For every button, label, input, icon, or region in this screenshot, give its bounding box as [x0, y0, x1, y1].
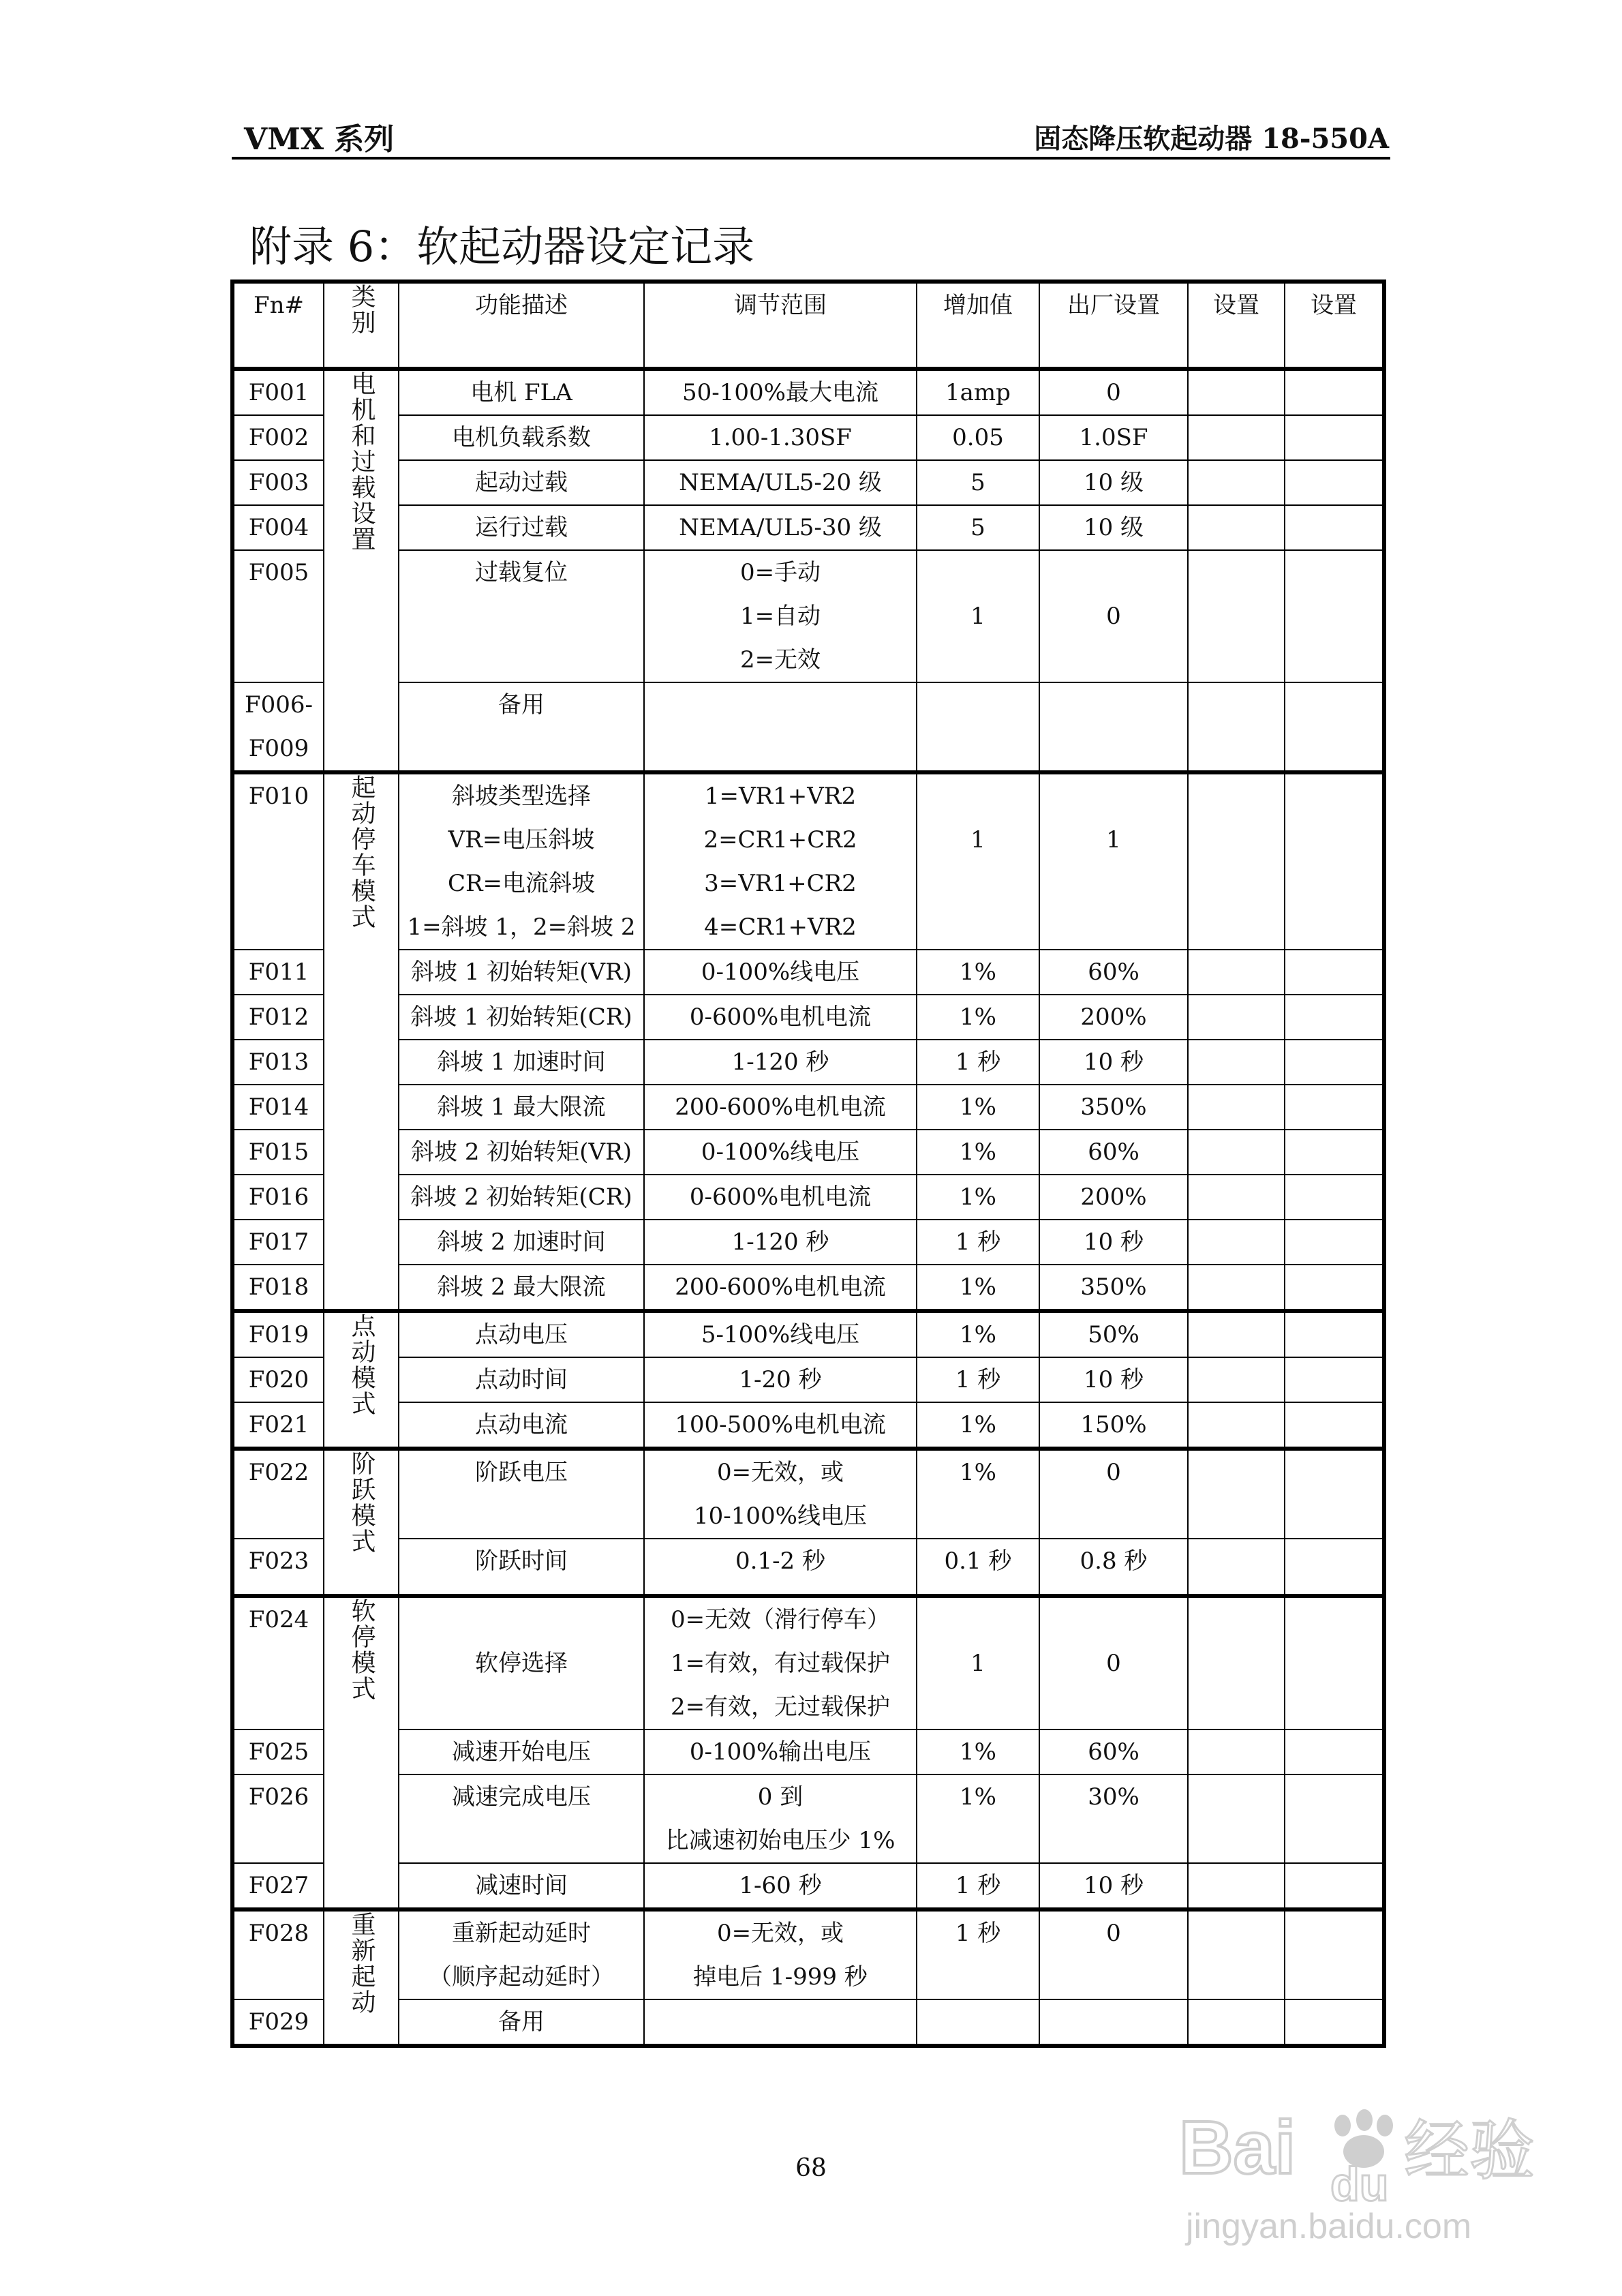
fn-cell: F013: [232, 1040, 324, 1085]
range-cell: 0-600%电机电流: [644, 995, 917, 1040]
desc-cell: 阶跃电压: [399, 1449, 644, 1539]
watermark-brand-du: du: [1330, 2158, 1389, 2211]
default-cell: 0: [1039, 550, 1188, 682]
setting-cell[interactable]: [1188, 1357, 1285, 1402]
increment-cell: [917, 682, 1039, 772]
default-cell: 0: [1039, 1449, 1188, 1539]
category-restart: 重新起动: [324, 1909, 399, 2046]
increment-cell: 1 秒: [917, 1357, 1039, 1402]
fn-cell: F022: [232, 1449, 324, 1539]
table-row: [232, 1085, 1384, 1130]
setting-cell[interactable]: [1285, 950, 1384, 995]
table-row: [232, 950, 1384, 995]
setting-cell[interactable]: [1188, 1774, 1285, 1863]
setting-cell[interactable]: [1285, 1311, 1384, 1357]
fn-cell: F024: [232, 1596, 324, 1729]
desc-cell: 点动电流: [399, 1402, 644, 1449]
range-cell: 200-600%电机电流: [644, 1265, 917, 1311]
page-number: 68: [795, 2154, 827, 2182]
setting-cell[interactable]: [1188, 1539, 1285, 1596]
increment-cell: 5: [917, 505, 1039, 550]
setting-cell[interactable]: [1188, 1999, 1285, 2046]
desc-cell: 减速开始电压: [399, 1729, 644, 1774]
setting-cell[interactable]: [1285, 1265, 1384, 1311]
setting-cell[interactable]: [1188, 505, 1285, 550]
fn-cell: F018: [232, 1265, 324, 1311]
table-row: [232, 505, 1384, 550]
fn-cell: F003: [232, 460, 324, 505]
table-header-row: [232, 282, 1384, 369]
desc-cell: 点动电压: [399, 1311, 644, 1357]
setting-cell[interactable]: [1188, 1085, 1285, 1130]
increment-cell: 1%: [917, 1402, 1039, 1449]
fn-cell: F027: [232, 1863, 324, 1909]
increment-cell: 1 秒: [917, 1863, 1039, 1909]
table-row: [232, 1040, 1384, 1085]
setting-cell[interactable]: [1188, 460, 1285, 505]
setting-cell[interactable]: [1188, 1596, 1285, 1729]
fn-cell: F010: [232, 772, 324, 950]
setting-cell[interactable]: [1188, 1040, 1285, 1085]
default-cell: 60%: [1039, 1729, 1188, 1774]
table-row: [232, 682, 1384, 772]
setting-cell[interactable]: [1285, 1774, 1384, 1863]
table-row: [232, 1729, 1384, 1774]
range-cell: 0.1-2 秒: [644, 1539, 917, 1596]
default-cell: 10 级: [1039, 505, 1188, 550]
col-fn: Fn#: [232, 282, 324, 369]
range-cell: 0-100%线电压: [644, 950, 917, 995]
header-product: 固态降压软起动器 18-550A: [1034, 123, 1389, 155]
setting-cell[interactable]: [1188, 772, 1285, 950]
baidu-watermark: [1172, 2091, 1554, 2255]
increment-cell: 1: [917, 550, 1039, 682]
setting-cell[interactable]: [1188, 1909, 1285, 1999]
setting-cell[interactable]: [1188, 995, 1285, 1040]
setting-cell[interactable]: [1188, 550, 1285, 682]
default-cell: 0: [1039, 1909, 1188, 1999]
fn-cell: F023: [232, 1539, 324, 1596]
default-cell: 10 秒: [1039, 1863, 1188, 1909]
increment-cell: 1%: [917, 1130, 1039, 1175]
fn-cell: F016: [232, 1175, 324, 1220]
setting-cell[interactable]: [1285, 415, 1384, 460]
range-cell: 0=手动 1=自动 2=无效: [644, 550, 917, 682]
fn-cell: F028: [232, 1909, 324, 1999]
table-row: [232, 1130, 1384, 1175]
increment-cell: 1%: [917, 1729, 1039, 1774]
increment-cell: 1%: [917, 1774, 1039, 1863]
range-cell: 1.00-1.30SF: [644, 415, 917, 460]
range-cell: 1-20 秒: [644, 1357, 917, 1402]
desc-cell: 减速时间: [399, 1863, 644, 1909]
setting-cell[interactable]: [1285, 682, 1384, 772]
range-cell: NEMA/UL5-20 级: [644, 460, 917, 505]
page-title: 附录 6：软起动器设定记录: [249, 222, 755, 271]
increment-cell: 1 秒: [917, 1909, 1039, 1999]
range-cell: 1-120 秒: [644, 1040, 917, 1085]
col-setting-2: 设置: [1285, 282, 1384, 369]
watermark-url: jingyan.baidu.com: [1186, 2207, 1472, 2246]
desc-cell: 电机负载系数: [399, 415, 644, 460]
desc-cell: 起动过载: [399, 460, 644, 505]
table-row: [232, 550, 1384, 682]
range-cell: 0-600%电机电流: [644, 1175, 917, 1220]
default-cell: 150%: [1039, 1402, 1188, 1449]
increment-cell: 1%: [917, 1265, 1039, 1311]
range-cell: 0=无效（滑行停车） 1=有效，有过载保护 2=有效，无过载保护: [644, 1596, 917, 1729]
increment-cell: 0.05: [917, 415, 1039, 460]
setting-cell[interactable]: [1285, 1357, 1384, 1402]
default-cell: 10 秒: [1039, 1220, 1188, 1265]
setting-cell[interactable]: [1188, 950, 1285, 995]
fn-cell: F001: [232, 369, 324, 415]
setting-cell[interactable]: [1285, 1729, 1384, 1774]
header-series: VMX 系列: [244, 122, 395, 157]
setting-cell[interactable]: [1285, 1596, 1384, 1729]
table-row: [232, 1596, 1384, 1729]
default-cell: 350%: [1039, 1085, 1188, 1130]
range-cell: 200-600%电机电流: [644, 1085, 917, 1130]
desc-cell: 斜坡 1 初始转矩(CR): [399, 995, 644, 1040]
fn-cell: F004: [232, 505, 324, 550]
table-row: [232, 1999, 1384, 2046]
increment-cell: 1 秒: [917, 1040, 1039, 1085]
col-default: 出厂设置: [1039, 282, 1188, 369]
watermark-brand: Bai: [1179, 2106, 1296, 2190]
increment-cell: 5: [917, 460, 1039, 505]
setting-cell[interactable]: [1285, 505, 1384, 550]
default-cell: 0: [1039, 1596, 1188, 1729]
setting-cell[interactable]: [1285, 1449, 1384, 1539]
default-cell: 350%: [1039, 1265, 1188, 1311]
setting-cell[interactable]: [1188, 1311, 1285, 1357]
fn-cell: F020: [232, 1357, 324, 1402]
default-cell: 60%: [1039, 950, 1188, 995]
fn-cell: F002: [232, 415, 324, 460]
range-cell: 0 到 比减速初始电压少 1%: [644, 1774, 917, 1863]
settings-table: [230, 280, 1386, 2048]
increment-cell: 1: [917, 772, 1039, 950]
table-row: [232, 1311, 1384, 1357]
increment-cell: 1: [917, 1596, 1039, 1729]
setting-cell[interactable]: [1188, 1130, 1285, 1175]
setting-cell[interactable]: [1285, 1175, 1384, 1220]
fn-cell: F014: [232, 1085, 324, 1130]
col-range: 调节范围: [644, 282, 917, 369]
increment-cell: 1%: [917, 1085, 1039, 1130]
desc-cell: 斜坡 2 最大限流: [399, 1265, 644, 1311]
setting-cell[interactable]: [1285, 1085, 1384, 1130]
setting-cell[interactable]: [1188, 415, 1285, 460]
table-row: [232, 1539, 1384, 1596]
desc-cell: 斜坡类型选择 VR=电压斜坡 CR=电流斜坡 1=斜坡 1，2=斜坡 2: [399, 772, 644, 950]
range-cell: 100-500%电机电流: [644, 1402, 917, 1449]
increment-cell: 1%: [917, 1311, 1039, 1357]
watermark-label: 经验: [1404, 2113, 1535, 2189]
setting-cell[interactable]: [1285, 460, 1384, 505]
desc-cell: 减速完成电压: [399, 1774, 644, 1863]
default-cell: 10 秒: [1039, 1357, 1188, 1402]
setting-cell[interactable]: [1285, 1863, 1384, 1909]
default-cell: 1: [1039, 772, 1188, 950]
table-row: [232, 995, 1384, 1040]
range-cell: 0=无效，或 掉电后 1-999 秒: [644, 1909, 917, 1999]
table-row: [232, 1357, 1384, 1402]
fn-cell: F025: [232, 1729, 324, 1774]
increment-cell: [917, 1999, 1039, 2046]
default-cell: [1039, 1999, 1188, 2046]
col-setting-1: 设置: [1188, 282, 1285, 369]
setting-cell[interactable]: [1188, 1863, 1285, 1909]
fn-cell: F012: [232, 995, 324, 1040]
desc-cell: 斜坡 2 初始转矩(VR): [399, 1130, 644, 1175]
desc-cell: 备用: [399, 1999, 644, 2046]
setting-cell[interactable]: [1188, 1175, 1285, 1220]
default-cell: 200%: [1039, 995, 1188, 1040]
increment-cell: 1%: [917, 1449, 1039, 1539]
table-row: [232, 1909, 1384, 1999]
default-cell: 30%: [1039, 1774, 1188, 1863]
default-cell: 60%: [1039, 1130, 1188, 1175]
fn-cell: F021: [232, 1402, 324, 1449]
table-row: [232, 1774, 1384, 1863]
desc-cell: 备用: [399, 682, 644, 772]
table-row: [232, 1175, 1384, 1220]
category-startstop: 起动停车模式: [324, 772, 399, 1311]
desc-cell: 点动时间: [399, 1357, 644, 1402]
default-cell: 0: [1039, 369, 1188, 415]
category-kick: 阶跃模式: [324, 1449, 399, 1596]
fn-cell: F026: [232, 1774, 324, 1863]
desc-cell: 过载复位: [399, 550, 644, 682]
default-cell: 1.0SF: [1039, 415, 1188, 460]
col-description: 功能描述: [399, 282, 644, 369]
desc-cell: 斜坡 2 加速时间: [399, 1220, 644, 1265]
fn-cell: F005: [232, 550, 324, 682]
setting-cell[interactable]: [1188, 1402, 1285, 1449]
setting-cell[interactable]: [1188, 1449, 1285, 1539]
default-cell: 200%: [1039, 1175, 1188, 1220]
table-row: [232, 1863, 1384, 1909]
range-cell: NEMA/UL5-30 级: [644, 505, 917, 550]
setting-cell[interactable]: [1188, 1729, 1285, 1774]
category-softstop: 软停模式: [324, 1596, 399, 1909]
range-cell: 5-100%线电压: [644, 1311, 917, 1357]
range-cell: 0=无效，或 10-100%线电压: [644, 1449, 917, 1539]
category-motor: 电机和过载设置: [324, 369, 399, 772]
table-row: [232, 1265, 1384, 1311]
increment-cell: 0.1 秒: [917, 1539, 1039, 1596]
setting-cell[interactable]: [1188, 369, 1285, 415]
desc-cell: 软停选择: [399, 1596, 644, 1729]
increment-cell: 1amp: [917, 369, 1039, 415]
desc-cell: 运行过载: [399, 505, 644, 550]
category-jog: 点动模式: [324, 1311, 399, 1449]
setting-cell[interactable]: [1285, 1999, 1384, 2046]
setting-cell[interactable]: [1285, 1539, 1384, 1596]
default-cell: 10 级: [1039, 460, 1188, 505]
col-category: 类别: [324, 282, 399, 369]
range-cell: 1-120 秒: [644, 1220, 917, 1265]
header-rule: [232, 157, 1390, 160]
col-increment: 增加值: [917, 282, 1039, 369]
desc-cell: 重新起动延时 （顺序起动延时）: [399, 1909, 644, 1999]
setting-cell[interactable]: [1285, 1130, 1384, 1175]
desc-cell: 阶跃时间: [399, 1539, 644, 1596]
table-row: [232, 1220, 1384, 1265]
range-cell: 50-100%最大电流: [644, 369, 917, 415]
setting-cell[interactable]: [1188, 682, 1285, 772]
table-row: [232, 460, 1384, 505]
range-cell: 1=VR1+VR2 2=CR1+CR2 3=VR1+CR2 4=CR1+VR2: [644, 772, 917, 950]
fn-cell: F011: [232, 950, 324, 995]
table-row: [232, 415, 1384, 460]
setting-cell[interactable]: [1188, 1265, 1285, 1311]
increment-cell: 1%: [917, 1175, 1039, 1220]
desc-cell: 斜坡 2 初始转矩(CR): [399, 1175, 644, 1220]
default-cell: 50%: [1039, 1311, 1188, 1357]
setting-cell[interactable]: [1285, 1909, 1384, 1999]
range-cell: [644, 682, 917, 772]
fn-cell: F006- F009: [232, 682, 324, 772]
setting-cell[interactable]: [1285, 772, 1384, 950]
range-cell: 0-100%线电压: [644, 1130, 917, 1175]
default-cell: 10 秒: [1039, 1040, 1188, 1085]
increment-cell: 1 秒: [917, 1220, 1039, 1265]
setting-cell[interactable]: [1285, 1040, 1384, 1085]
increment-cell: 1%: [917, 950, 1039, 995]
range-cell: 0-100%输出电压: [644, 1729, 917, 1774]
setting-cell[interactable]: [1188, 1220, 1285, 1265]
default-cell: [1039, 682, 1188, 772]
range-cell: [644, 1999, 917, 2046]
table-row: [232, 772, 1384, 950]
table-row: [232, 1402, 1384, 1449]
increment-cell: 1%: [917, 995, 1039, 1040]
setting-cell[interactable]: [1285, 1402, 1384, 1449]
desc-cell: 电机 FLA: [399, 369, 644, 415]
desc-cell: 斜坡 1 加速时间: [399, 1040, 644, 1085]
desc-cell: 斜坡 1 初始转矩(VR): [399, 950, 644, 995]
setting-cell[interactable]: [1285, 995, 1384, 1040]
fn-cell: F015: [232, 1130, 324, 1175]
setting-cell[interactable]: [1285, 369, 1384, 415]
default-cell: 0.8 秒: [1039, 1539, 1188, 1596]
setting-cell[interactable]: [1285, 1220, 1384, 1265]
range-cell: 1-60 秒: [644, 1863, 917, 1909]
setting-cell[interactable]: [1285, 550, 1384, 682]
fn-cell: F029: [232, 1999, 324, 2046]
desc-cell: 斜坡 1 最大限流: [399, 1085, 644, 1130]
table-row: [232, 369, 1384, 415]
fn-cell: F017: [232, 1220, 324, 1265]
fn-cell: F019: [232, 1311, 324, 1357]
table-row: [232, 1449, 1384, 1539]
